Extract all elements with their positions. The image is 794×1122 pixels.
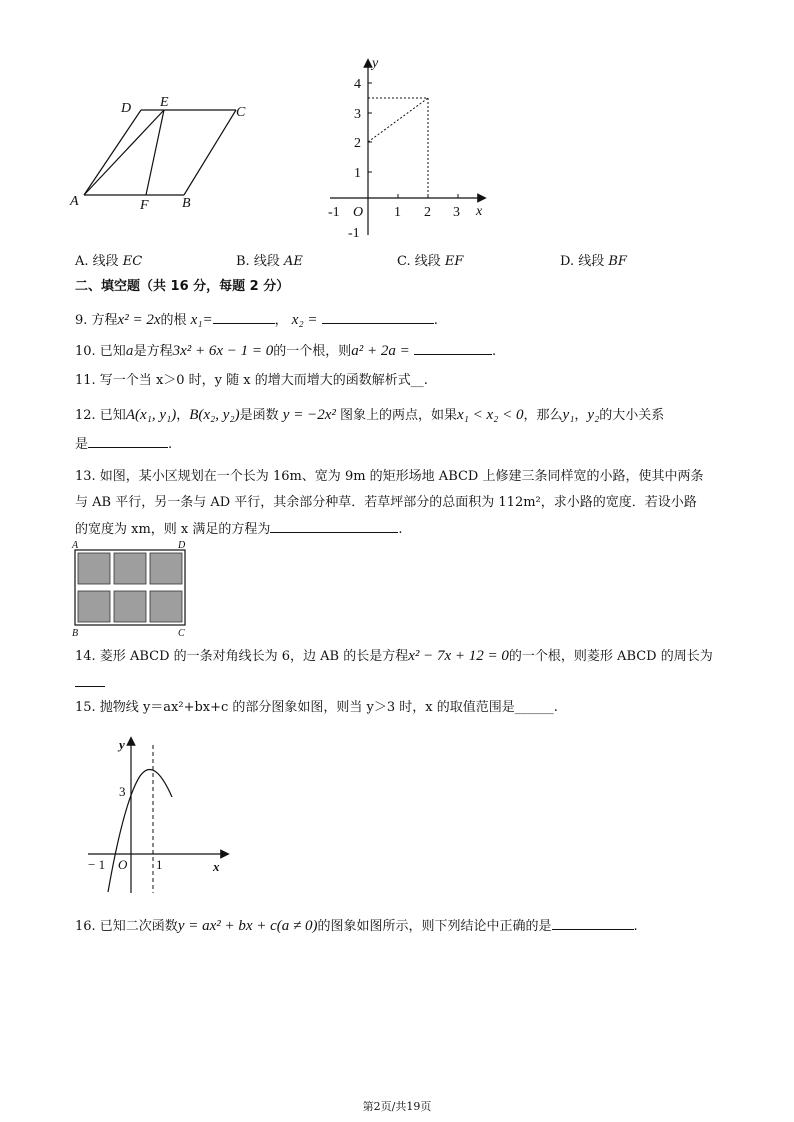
lawn-6 <box>150 591 182 622</box>
rect-label-c: C <box>178 628 185 639</box>
answer-blank-13[interactable] <box>270 520 398 533</box>
lawn-1 <box>78 553 110 584</box>
parabola-y-label: y <box>119 737 125 752</box>
y-tick-neg1: -1 <box>348 226 360 241</box>
answer-blank-10[interactable] <box>414 342 492 355</box>
answer-blank-x1[interactable] <box>213 311 275 324</box>
x-tick-1: 1 <box>394 205 401 220</box>
lawn-2 <box>114 553 146 584</box>
y-axis-label: y <box>372 56 379 71</box>
segment-ef <box>146 110 164 195</box>
label-c: C <box>236 105 246 120</box>
y-tick-4: 4 <box>354 77 361 92</box>
side-ad <box>84 110 141 195</box>
page-footer: 第2页/共19页 <box>362 1100 432 1113</box>
label-e: E <box>160 95 169 110</box>
lawn-5 <box>114 591 146 622</box>
parabola-x-label: x <box>213 859 220 874</box>
question-15: 15. 抛物线 y＝ax²+bx+c 的部分图象如图，则当 y＞3 时，x 的取值范围是______. <box>75 700 558 715</box>
question-14: 14. 菱形 ABCD 的一条对角线长为 6，边 AB 的长是方程x² − 7x + 12 = 0的一个根，则菱形 ABCD 的周长为 <box>75 648 713 664</box>
question-11: 11. 写一个当 x＞0 时，y 随 x 的增大而增大的函数解析式__. <box>75 373 428 388</box>
side-bc <box>184 110 236 195</box>
rect-label-a: A <box>72 540 79 551</box>
dashed-diagonal <box>368 98 428 142</box>
lawn-4 <box>78 591 110 622</box>
question-12: 12. 已知A(x₁, y₁)，B(x₂, y₂)是函数 y = −2x² 图象上的两点，如果x₁ < x₂ < 0，那么y₁，y₂的大小关系 <box>75 407 665 423</box>
parabola-curve <box>108 769 172 892</box>
coordinate-figure <box>320 55 495 245</box>
label-f: F <box>140 198 149 212</box>
option-c[interactable]: C. 线段 EF <box>397 254 464 269</box>
x-tick-neg1: -1 <box>328 205 340 220</box>
parabola-x-tick-neg1: − 1 <box>88 857 106 872</box>
answer-blank-12[interactable] <box>88 435 168 448</box>
y-tick-1: 1 <box>354 166 361 181</box>
y-tick-2: 2 <box>354 136 361 151</box>
parabola-x-tick-1: 1 <box>156 857 163 872</box>
parabola-figure <box>80 735 230 897</box>
answer-blank-14[interactable] <box>75 686 105 687</box>
option-d[interactable]: D. 线段 BF <box>560 254 627 269</box>
option-a[interactable]: A. 线段 EC <box>75 254 143 269</box>
segment-ae <box>84 110 164 195</box>
origin-label: O <box>353 205 364 220</box>
question-16: 16. 已知二次函数y = ax² + bx + c(a ≠ 0)的图象如图所示，则下列结论中正确的是 . <box>75 918 638 934</box>
parabola-y-tick-3: 3 <box>119 784 126 799</box>
question-9: 9. 方程x² = 2x的根 x₁= ， x₂ = . <box>75 312 438 328</box>
section-title: 二、填空题（共 16 分，每题 2 分） <box>75 279 290 294</box>
rect-label-d: D <box>178 540 186 551</box>
lawn-3 <box>150 553 182 584</box>
question-13-line1: 13. 如图，某小区规划在一个长为 16m、宽为 9m 的矩形场地 ABCD 上修建三条同样宽的小路，使其中两条 <box>75 469 704 484</box>
label-a: A <box>70 194 79 209</box>
answer-blank-16[interactable] <box>552 917 634 930</box>
parabola-origin: O <box>118 857 128 872</box>
x-tick-3: 3 <box>453 205 460 220</box>
x-tick-2: 2 <box>424 205 431 220</box>
answer-blank-x2[interactable] <box>322 311 434 324</box>
label-d: D <box>121 101 132 116</box>
rect-label-b: B <box>72 628 79 639</box>
question-13-line2: 与 AB 平行，另一条与 AD 平行，其余部分种草．若草坪部分的总面积为 112m²，求小路的宽度．若设小路 <box>75 495 697 510</box>
rectangle-figure <box>68 538 193 640</box>
label-b: B <box>182 196 191 211</box>
question-10: 10. 已知a是方程3x² + 6x − 1 = 0的一个根，则a² + 2a = . <box>75 343 497 359</box>
y-tick-3: 3 <box>354 107 361 122</box>
parallelogram-figure <box>66 92 256 212</box>
question-13-line3: 的宽度为 xm，则 x 满足的方程为 . <box>75 522 403 537</box>
question-12-line2: 是 . <box>75 437 173 452</box>
option-b[interactable]: B. 线段 AE <box>236 254 303 269</box>
x-axis-label: x <box>476 204 483 219</box>
